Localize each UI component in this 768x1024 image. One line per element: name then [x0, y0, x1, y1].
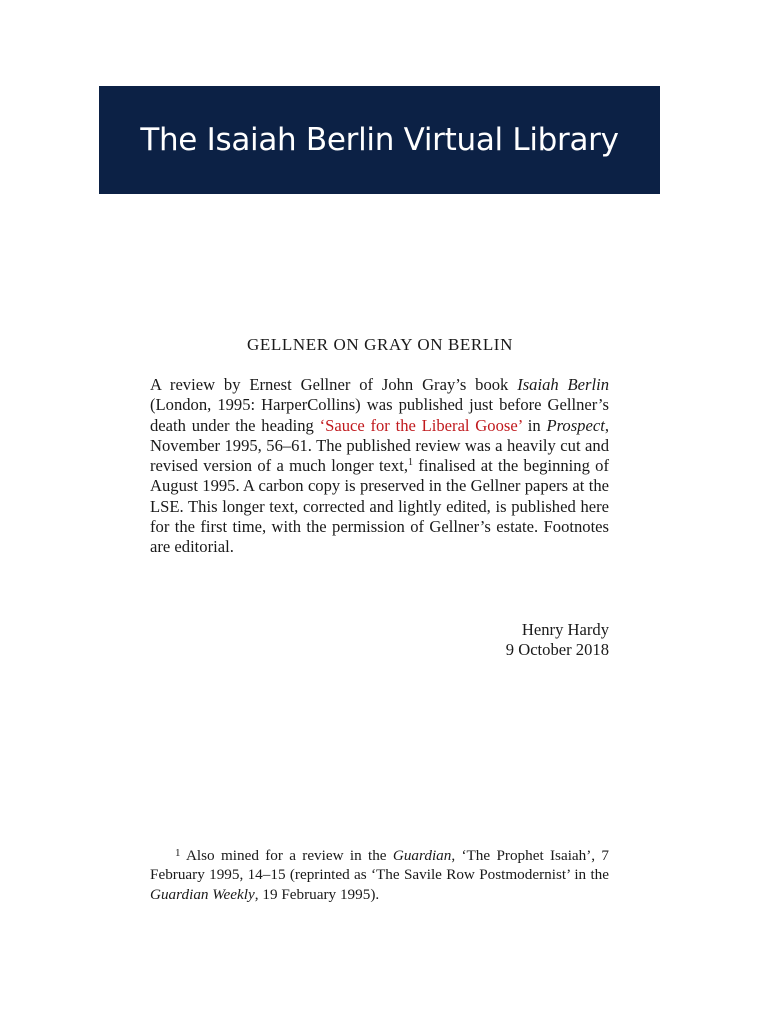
intro-text-1: A review by Ernest Gellner of John Gray’s book [150, 375, 518, 394]
signature-block [350, 620, 609, 661]
newspaper-title: Guardian [392, 847, 452, 864]
book-title: Isaiah Berlin [517, 375, 610, 394]
site-title: The Isaiah Berlin Virtual Library [140, 122, 619, 158]
document-heading: GELLNER ON GRAY ON BERLIN [247, 335, 513, 354]
weekly-title: Guardian Weekly [150, 885, 255, 903]
intro-text-5: finalised at the beginning of August 1995. A carbon copy is preserved in the Gellner papers at the LSE. This longer text, corrected and lightly edited, is published here for the first time, with the permission of Gellner’s estate. Footnotes are editorial. [150, 456, 609, 557]
journal-title: Prospect [546, 415, 605, 435]
footnote-text-1: Also mined for a review in the [180, 847, 393, 864]
review-title-link[interactable]: ‘Sauce for the Liberal Goose’ [319, 415, 523, 435]
footnote-text-2: , ‘The Prophet Isaiah’, 7 February 1995, 14–15 (reprinted as ‘The Savile Row Postmodernist’ in the [150, 847, 609, 884]
footnote [150, 846, 609, 904]
intro-paragraph [150, 375, 609, 558]
signature-date: 9 October 2018 [505, 640, 609, 660]
intro-text-2: (London, 1995: HarperCollins) was published just before Gellner’s death under the heading [150, 395, 609, 435]
footnote-text-3: , 19 February 1995). [254, 885, 380, 903]
site-banner [99, 86, 660, 194]
footnote-reference[interactable]: 1 [407, 457, 413, 469]
footnote-number: 1 [175, 847, 181, 859]
intro-text-4: , November 1995, 56–61. The published review was a heavily cut and revised version of a much longer text, [150, 415, 609, 476]
author-name: Henry Hardy [521, 620, 609, 639]
intro-text-3: in [522, 415, 547, 435]
